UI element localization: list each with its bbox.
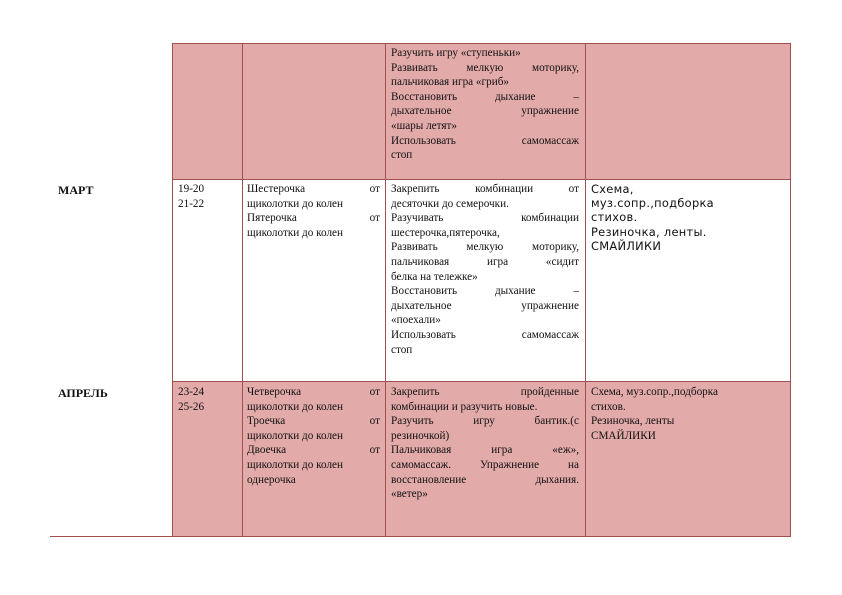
task-line: Закрепить пройденные: [391, 386, 579, 398]
task-line: стоп: [391, 149, 413, 162]
date-range: 25-26: [178, 400, 205, 413]
material-line: СМАЙЛИКИ: [591, 429, 656, 442]
col-line-3: [385, 43, 386, 537]
date-range: 21-22: [178, 197, 205, 210]
table-bottom-border: [50, 536, 791, 537]
row3-materials: [591, 385, 786, 443]
material-line: стихов.: [591, 400, 626, 413]
material-line: Резиночка, ленты.: [591, 224, 707, 239]
task-line: «шары летят»: [391, 119, 457, 132]
exercise-line: щиколотки до колен: [247, 197, 343, 210]
exercise-line: щиколотки до колен: [247, 458, 343, 471]
task-line: Развивать мелкую моторику,: [391, 61, 579, 74]
row2-exercises: [247, 182, 380, 240]
row3-dates: [178, 385, 238, 414]
exercise-line: Двоечка от: [247, 444, 380, 457]
task-line: дыхательное упражнение: [391, 299, 579, 312]
material-line: стихов.: [591, 210, 638, 225]
col-line-5: [790, 43, 791, 537]
row1-tasks: [391, 46, 579, 163]
col-line-4: [585, 43, 586, 537]
exercise-line: щиколотки до колен: [247, 400, 343, 413]
date-range: 19-20: [178, 183, 205, 195]
task-line: Использовать самомассаж: [391, 328, 579, 341]
row-divider-2: [172, 381, 791, 382]
row2-tasks: [391, 182, 579, 357]
row1-cell-exercises: [242, 43, 385, 179]
task-line: Разучить игру бантик.(с: [391, 415, 579, 428]
task-line: десяточки до семерочки.: [391, 197, 509, 210]
task-line: Использовать самомассаж: [391, 134, 579, 147]
task-line: Разучить игру «ступеньки»: [391, 47, 521, 59]
exercise-line: Шестерочка от: [247, 183, 380, 195]
task-line: Закрепить комбинации от: [391, 183, 579, 195]
task-line: комбинации и разучить новые.: [391, 400, 538, 413]
task-line: Восстановить дыхание –: [391, 90, 579, 103]
task-line: Разучивать комбинации: [391, 212, 579, 225]
task-line: «ветер»: [391, 488, 428, 501]
task-line: восстановление дыхания.: [391, 473, 579, 486]
task-line: Восстановить дыхание –: [391, 285, 579, 298]
task-line: резиночкой): [391, 429, 450, 442]
exercise-line: щиколотки до колен: [247, 226, 343, 239]
task-line: пальчиковая игра «сидит: [391, 255, 579, 268]
task-line: пальчиковая игра «гриб»: [391, 76, 509, 89]
date-range: 23-24: [178, 386, 205, 398]
exercise-line: Троечка от: [247, 415, 380, 428]
col-line-2: [242, 43, 243, 537]
exercise-line: однерочка: [247, 473, 296, 486]
exercise-line: щиколотки до колен: [247, 429, 343, 442]
exercise-line: Пятерочка от: [247, 212, 380, 225]
task-line: дыхательное упражнение: [391, 105, 579, 118]
row3-tasks: [391, 385, 579, 502]
task-line: «поехали»: [391, 314, 441, 327]
row-divider-1: [172, 179, 791, 180]
material-line: Схема, муз.сопр.,подборка: [591, 386, 718, 398]
task-line: Пальчиковая игра «еж»,: [391, 444, 579, 457]
col-line-1: [172, 43, 173, 537]
task-line: белка на тележке»: [391, 270, 478, 283]
task-line: Развивать мелкую моторику,: [391, 241, 579, 254]
task-line: стоп: [391, 343, 413, 356]
row3-exercises: [247, 385, 380, 487]
material-line: Схема,: [591, 182, 634, 196]
task-line: шестерочка,пятерочка,: [391, 226, 500, 239]
material-line: Резиночка, ленты: [591, 415, 675, 428]
task-line: самомассаж. Упражнение на: [391, 458, 579, 471]
month-label-april: АПРЕЛЬ: [58, 386, 108, 400]
row2-dates: [178, 182, 238, 211]
table-top-border: [172, 43, 791, 44]
material-line: СМАЙЛИКИ: [591, 238, 662, 253]
row1-cell-dates: [172, 43, 242, 179]
material-line: муз.сопр.,подборка: [591, 196, 714, 211]
row1-cell-materials: [585, 43, 790, 179]
month-label-march: МАРТ: [58, 183, 94, 197]
exercise-line: Четверочка от: [247, 386, 380, 398]
row2-materials: [591, 182, 786, 253]
